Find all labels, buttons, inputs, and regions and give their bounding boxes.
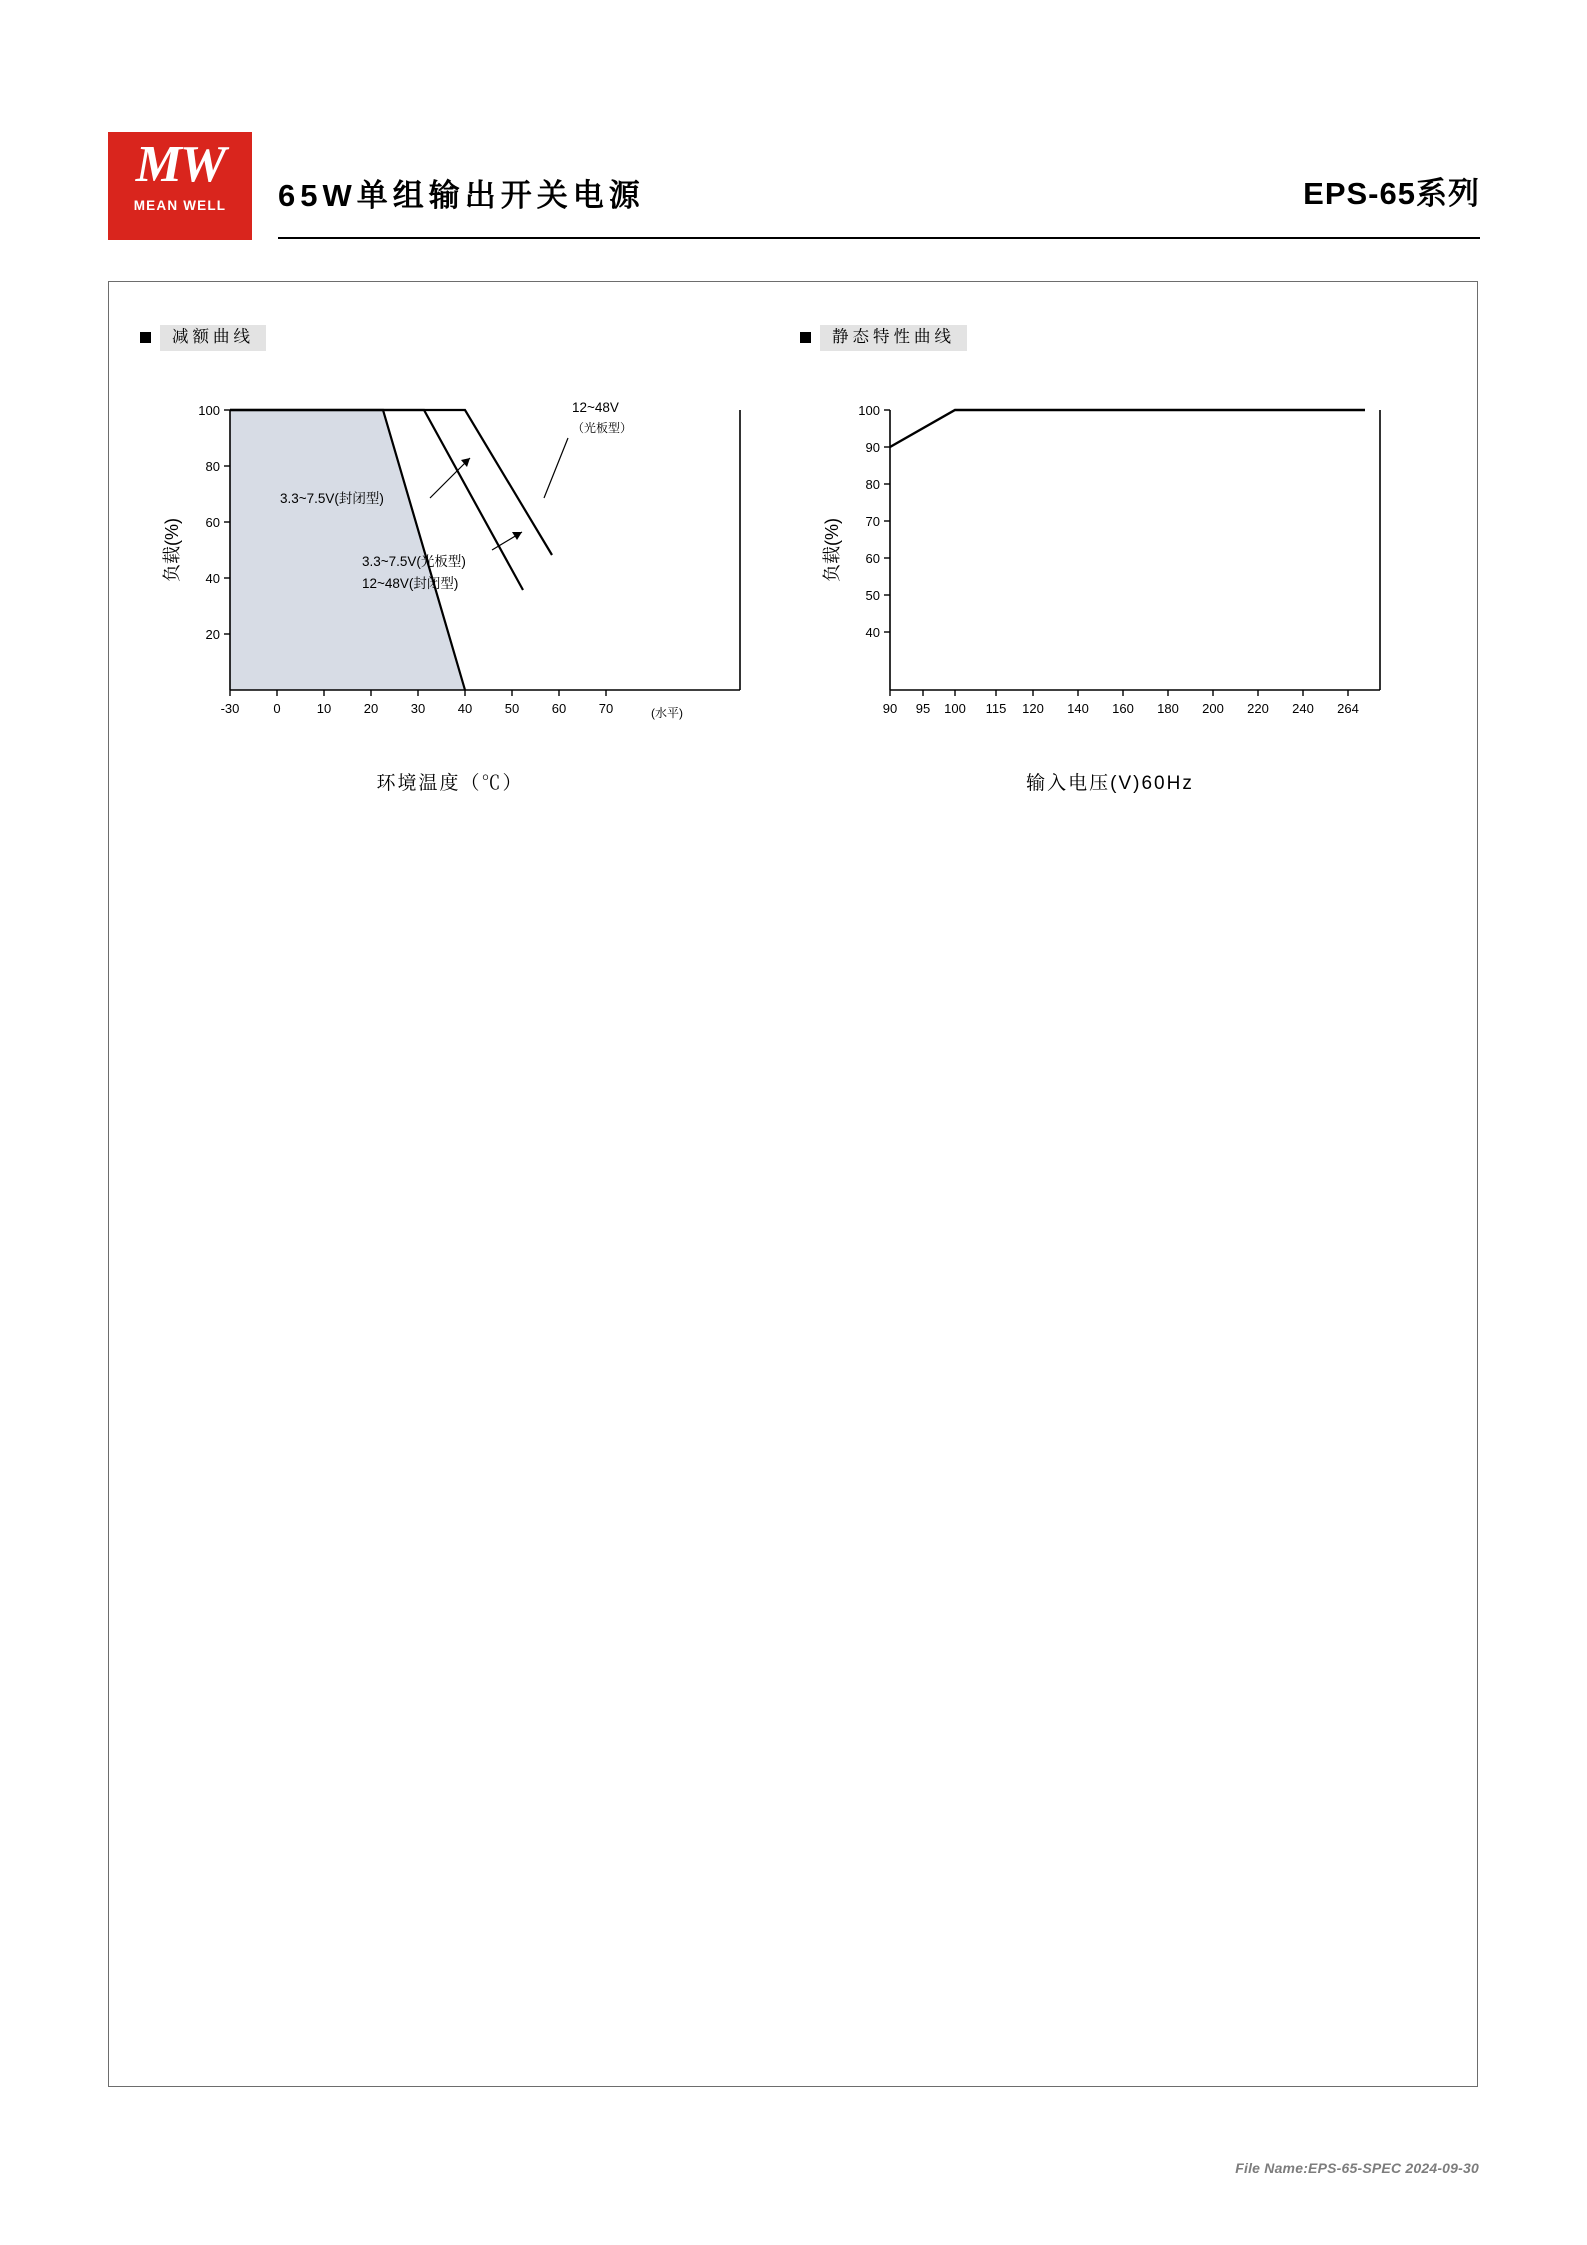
bullet-icon — [800, 332, 811, 343]
annotation-12-48v-open — [544, 400, 632, 498]
y-ticks — [224, 410, 230, 634]
svg-text:50: 50 — [865, 588, 880, 603]
footer-file-name: File Name:EPS-65-SPEC 2024-09-30 — [1235, 2160, 1479, 2176]
svg-text:200: 200 — [1202, 701, 1224, 716]
y-axis-title: 负载(%) — [822, 518, 842, 582]
bullet-icon — [140, 332, 151, 343]
svg-text:30: 30 — [410, 701, 426, 716]
svg-text:0: 0 — [273, 701, 281, 716]
svg-text:80: 80 — [865, 477, 880, 492]
svg-text:60: 60 — [551, 701, 567, 716]
svg-text:80: 80 — [205, 459, 220, 474]
svg-text:120: 120 — [1022, 701, 1044, 716]
static-characteristic-chart — [800, 390, 1420, 810]
svg-text:240: 240 — [1292, 701, 1314, 716]
svg-text:140: 140 — [1067, 701, 1089, 716]
section-label-derating: 减额曲线 — [160, 325, 266, 351]
svg-text:40: 40 — [457, 701, 473, 716]
svg-text:100: 100 — [858, 403, 880, 418]
svg-text:90: 90 — [882, 701, 898, 716]
series-name: EPS-65系列 — [1303, 176, 1480, 211]
svg-text:3.3~7.5V(封闭型): 3.3~7.5V(封闭型) — [280, 491, 384, 506]
y-tick-labels — [858, 403, 880, 640]
svg-text:95: 95 — [915, 701, 931, 716]
page-header — [108, 132, 1480, 240]
y-ticks — [884, 410, 890, 632]
svg-text:100: 100 — [198, 403, 220, 418]
svg-text:10: 10 — [316, 701, 332, 716]
svg-text:（光板型）: （光板型） — [572, 421, 633, 435]
svg-text:20: 20 — [363, 701, 379, 716]
svg-text:-30: -30 — [220, 701, 240, 716]
y-tick-labels — [198, 403, 220, 642]
derating-axis-caption: 环境温度（℃） — [376, 773, 524, 794]
svg-text:90: 90 — [865, 440, 880, 455]
svg-text:60: 60 — [865, 551, 880, 566]
y-axis-title: 负载(%) — [162, 518, 182, 582]
svg-text:100: 100 — [944, 701, 966, 716]
svg-text:40: 40 — [205, 571, 220, 586]
header-divider — [278, 237, 1480, 239]
x-tick-labels — [221, 701, 614, 716]
svg-text:60: 60 — [205, 515, 220, 530]
mean-well-logo — [108, 132, 252, 240]
static-load-curve — [890, 410, 1365, 447]
svg-text:180: 180 — [1157, 701, 1179, 716]
section-title-derating — [140, 325, 266, 351]
x-axis-note: (水平) — [651, 706, 683, 720]
x-ticks — [230, 690, 606, 696]
svg-text:70: 70 — [865, 514, 880, 529]
svg-text:3.3~7.5V(光板型): 3.3~7.5V(光板型) — [362, 554, 466, 569]
svg-text:40: 40 — [865, 625, 880, 640]
section-label-static: 静态特性曲线 — [820, 325, 967, 351]
derating-curve-chart — [140, 390, 760, 810]
derating-shaded-region — [230, 410, 465, 690]
svg-text:264: 264 — [1337, 701, 1359, 716]
svg-text:70: 70 — [598, 701, 614, 716]
x-ticks — [890, 690, 1348, 696]
svg-text:12~48V: 12~48V — [572, 400, 619, 415]
static-axis-caption: 输入电压(V)60Hz — [1026, 773, 1194, 794]
svg-text:50: 50 — [504, 701, 520, 716]
svg-text:220: 220 — [1247, 701, 1269, 716]
svg-text:20: 20 — [205, 627, 220, 642]
x-tick-labels — [883, 701, 1359, 716]
page-title: 65W单组输出开关电源 — [278, 178, 645, 213]
svg-text:12~48V(封闭型): 12~48V(封闭型) — [362, 576, 459, 591]
logo-mark: MW — [135, 136, 225, 193]
logo-name: MEAN WELL — [133, 198, 227, 213]
svg-text:115: 115 — [985, 701, 1007, 716]
svg-text:160: 160 — [1112, 701, 1134, 716]
section-title-static — [800, 325, 967, 351]
